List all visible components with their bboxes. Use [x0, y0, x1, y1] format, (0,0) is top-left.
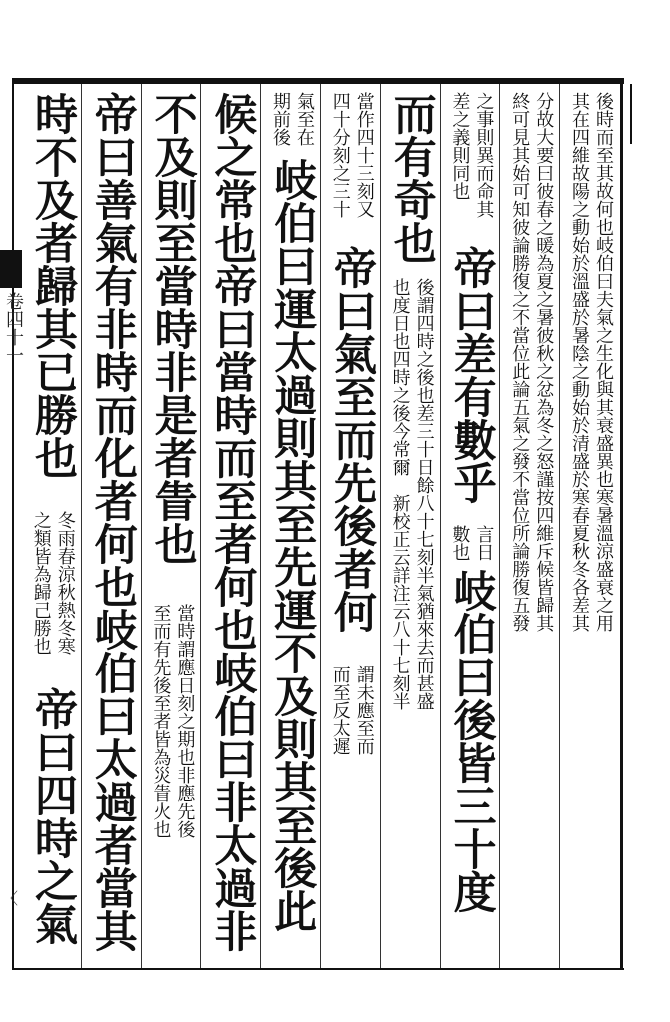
commentary-line: 數也 [449, 525, 471, 561]
main-text: 帝曰善氣有非時而化者何也岐伯曰太過者當其 [87, 92, 138, 952]
page-frame-bottom [12, 968, 624, 970]
commentary-line: 冬雨春涼秋熱冬寒 [54, 510, 76, 655]
corner-mark: 〈 [2, 889, 19, 908]
text-column [560, 92, 620, 962]
commentary-line: 差之義則同也 [449, 92, 471, 200]
commentary-line: 而至反太遲 [329, 664, 351, 755]
text-column [261, 92, 321, 962]
main-text: 帝曰四時之氣 [28, 686, 78, 945]
commentary-line: 後時而至其故何也岐伯曰夫氣之生化與其衰盛異也寒暑溫涼盛衰之用 [592, 92, 614, 632]
main-text: 而有奇也 [386, 92, 437, 264]
text-column [201, 92, 261, 962]
commentary-line: 當時謂應日刻之期也非應先後 [174, 603, 196, 838]
commentary-line: 分故大要曰彼春之暖為夏之暑彼秋之忿為冬之怒謹按四維斥候皆歸其 [533, 92, 555, 632]
text-column [142, 92, 202, 962]
commentary-line: 謂未應至而 [353, 664, 375, 755]
commentary-line: 期前後 [269, 92, 291, 146]
main-text: 岐伯曰運太過則其至先運不及則其至後此 [267, 158, 318, 932]
commentary-line: 之類皆為歸己勝也 [30, 510, 52, 655]
commentary-line: 也度日也四時之後今常爾 新校正云詳注云八十七刻半 [389, 278, 411, 710]
commentary-line: 氣至在 [293, 92, 315, 146]
commentary-line: 後謂四時之後也差三十日餘八十七刻半氣猶來去而甚盛 [413, 278, 435, 710]
commentary-line: 當作四十三刻又 [353, 92, 375, 218]
commentary-line: 終可見其始可知彼論勝復之不當位此論五氣之發不當位所論勝復五發 [509, 92, 531, 632]
chapter-edge-label: 卷四十一 [3, 292, 24, 364]
page-frame-right [620, 78, 623, 970]
main-text: 帝曰差有數乎 [446, 246, 497, 504]
text-column [441, 92, 501, 962]
page-frame-left [12, 78, 14, 970]
page-frame-top [12, 78, 624, 84]
text-column [381, 92, 441, 962]
main-text: 時不及者歸其已勝也 [28, 92, 78, 479]
text-column [321, 92, 381, 962]
fish-tail-mark [0, 250, 22, 288]
right-margin-mark [630, 84, 632, 144]
commentary-line: 其在四維故陽之動始於溫盛於暑陰之動始於清盛於寒春夏秋冬各差其 [568, 92, 590, 632]
main-text: 岐伯曰後皆三十度 [446, 569, 497, 913]
commentary-line: 言日 [473, 525, 495, 561]
commentary-line: 之事則異而命其 [473, 92, 495, 218]
main-text: 不及則至當時非是者眚也 [147, 92, 198, 565]
main-text: 帝曰氣至而先後者何 [327, 246, 377, 633]
commentary-line: 至而有先後至者皆為災眚火也 [150, 603, 172, 838]
commentary-line: 四十分刻之三十 [329, 92, 351, 218]
text-column [82, 92, 142, 962]
main-text: 候之常也帝曰當時而至者何也岐伯曰非太過非 [207, 92, 258, 952]
text-column [500, 92, 560, 962]
text-column [22, 92, 82, 962]
